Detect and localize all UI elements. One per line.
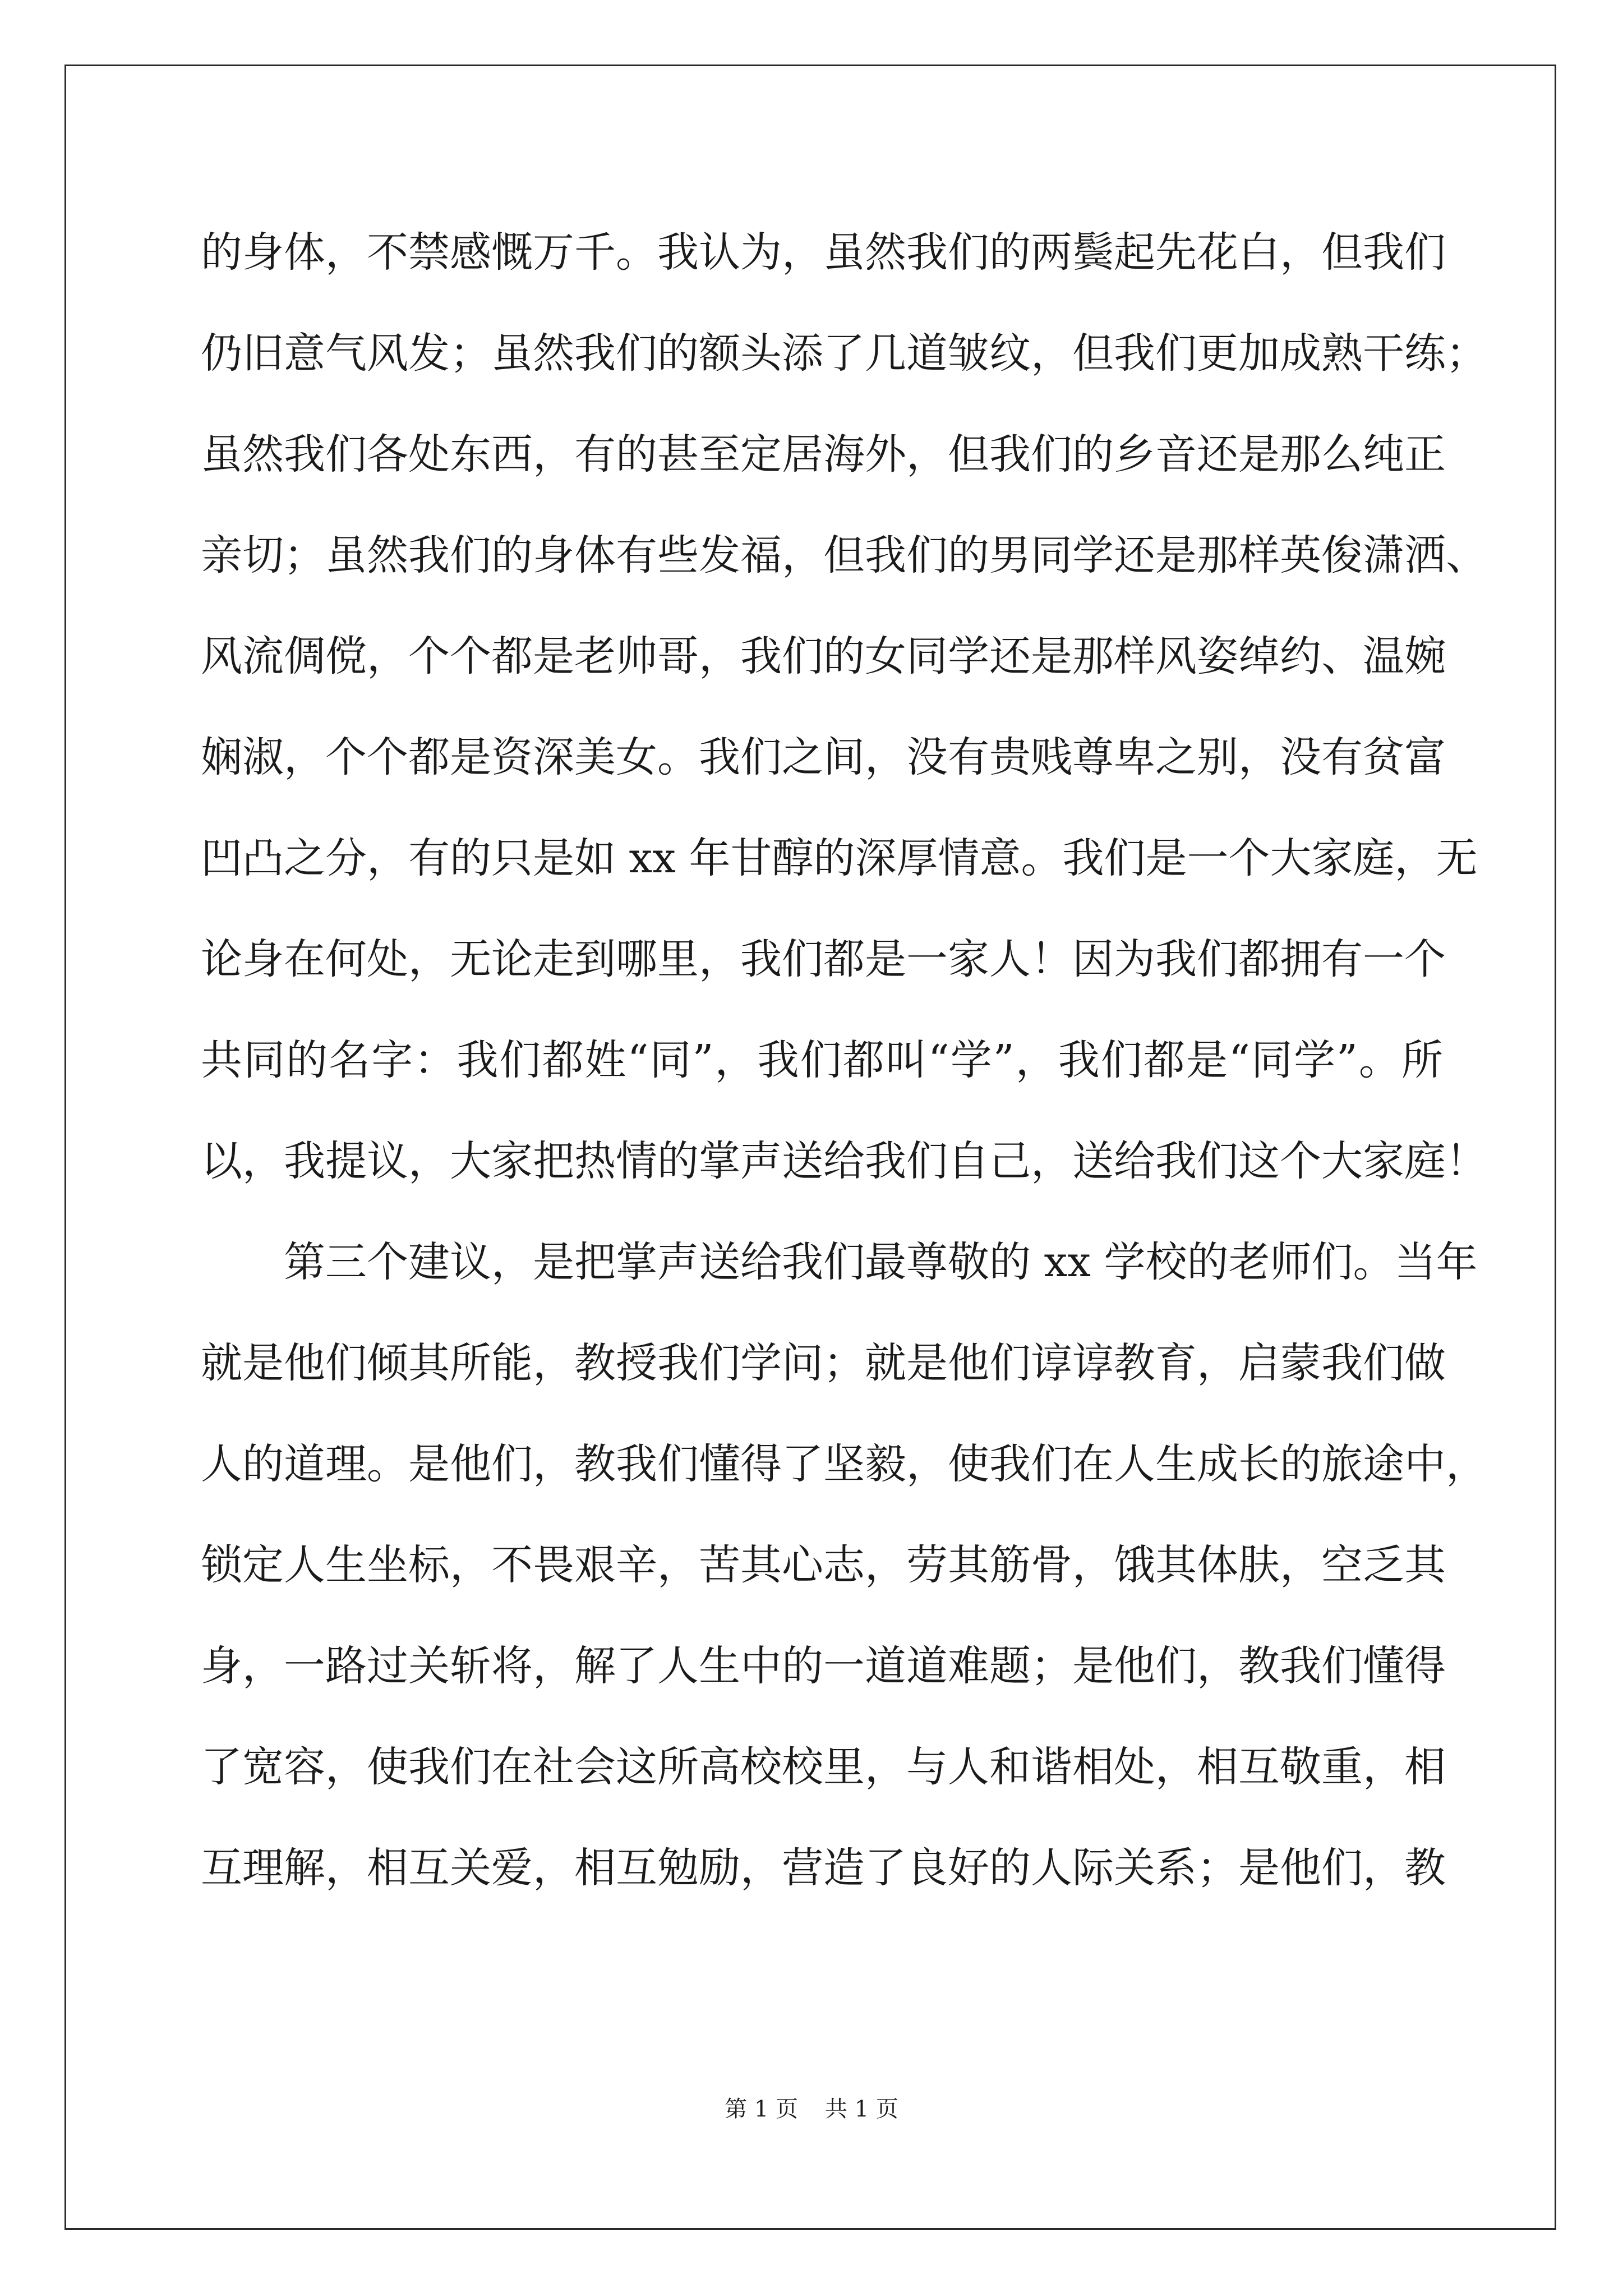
document-body xyxy=(201,202,1487,1918)
text-line: 虽然我们各处东西，有的甚至定居海外，但我们的乡音还是那么纯正 xyxy=(201,430,1446,478)
text-line: 娴淑，个个都是资深美女。我们之间，没有贵贱尊卑之别，没有贫富 xyxy=(201,733,1446,781)
text-line: 仍旧意气风发；虽然我们的额头添了几道皱纹，但我们更加成熟干练； xyxy=(201,329,1487,378)
text-line: 身，一路过关斩将，解了人生中的一道道难题；是他们，教我们懂得 xyxy=(201,1642,1446,1690)
text-line: 就是他们倾其所能，教授我们学问；就是他们谆谆教育，启蒙我们做 xyxy=(201,1339,1446,1387)
text-line: 论身在何处，无论走到哪里，我们都是一家人！因为我们都拥有一个 xyxy=(201,935,1446,983)
text-line: 互理解，相互关爱，相互勉励，营造了良好的人际关系；是他们，教 xyxy=(201,1844,1446,1892)
text-line: 共同的名字：我们都姓“同”，我们都叫“学”，我们都是“同学”。所 xyxy=(201,1036,1443,1084)
text-line: 人的道理。是他们，教我们懂得了坚毅，使我们在人生成长的旅途中， xyxy=(201,1440,1487,1488)
text-line: 亲切；虽然我们的身体有些发福，但我们的男同学还是那样英俊潇洒、 xyxy=(201,531,1487,579)
text-line: 锁定人生坐标，不畏艰辛，苦其心志，劳其筋骨，饿其体肤，空乏其 xyxy=(201,1541,1446,1589)
text-line: 以，我提议，大家把热情的掌声送给我们自己，送给我们这个大家庭！ xyxy=(201,1137,1487,1185)
page-number-total: 共 1 页 xyxy=(825,2096,898,2122)
page-footer xyxy=(0,2091,1623,2123)
text-line: 凹凸之分，有的只是如 xx 年甘醇的深厚情意。我们是一个大家庭，无 xyxy=(201,834,1478,882)
page-number-current: 第 1 页 xyxy=(725,2096,798,2122)
paragraph-start-line: 第三个建议，是把掌声送给我们最尊敬的 xx 学校的老师们。当年 xyxy=(284,1238,1478,1286)
text-line: 的身体，不禁感慨万千。我认为，虽然我们的两鬓起先花白，但我们 xyxy=(201,228,1446,277)
text-line: 风流倜傥，个个都是老帅哥，我们的女同学还是那样风姿绰约、温婉 xyxy=(201,632,1446,680)
text-line: 了宽容，使我们在社会这所高校校里，与人和谐相处，相互敬重，相 xyxy=(201,1743,1446,1791)
